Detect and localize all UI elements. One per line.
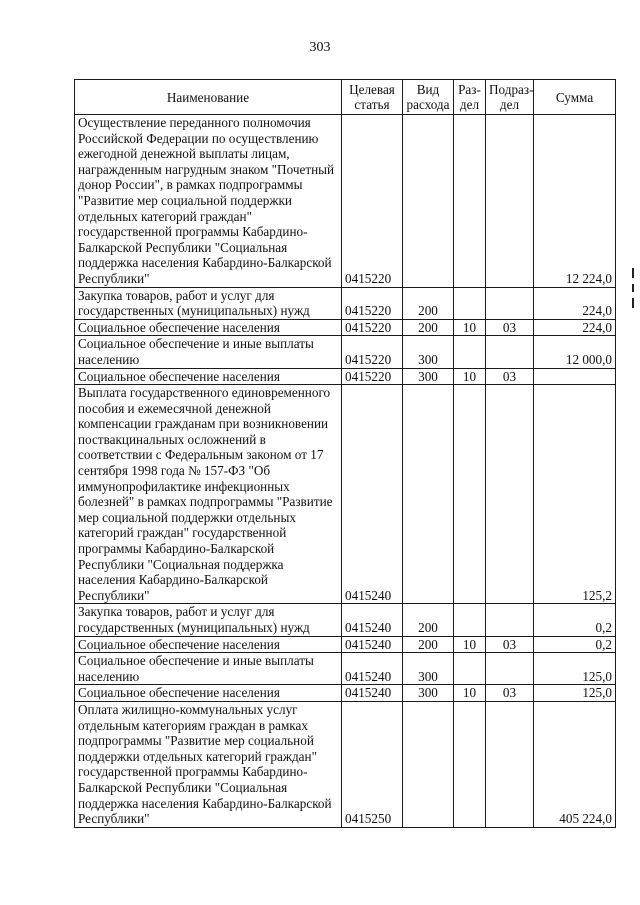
table-row [75,115,616,288]
row-amount [534,368,616,385]
table-body [75,115,616,828]
row-amount: 125,0 [534,653,616,685]
table-row [75,636,616,653]
row-name: Закупка товаров, работ и услуг для государственных (муниципальных) нужд [75,604,342,636]
row-section [454,701,486,827]
scan-edge-marks [632,268,640,328]
row-subsection [486,701,534,827]
row-article: 0415240 [342,636,403,653]
table-row [75,287,616,319]
table-row [75,368,616,385]
row-subsection [486,336,534,368]
row-type [403,385,454,604]
table-row [75,653,616,685]
row-subsection [486,287,534,319]
row-amount: 0,2 [534,604,616,636]
budget-table [74,79,616,828]
row-subsection [486,653,534,685]
row-article: 0415220 [342,115,403,288]
row-subsection: 03 [486,685,534,702]
table-row [75,336,616,368]
row-subsection [486,385,534,604]
row-section [454,336,486,368]
row-type: 300 [403,336,454,368]
row-subsection: 03 [486,368,534,385]
row-name: Социальное обеспечение населения [75,636,342,653]
row-type [403,701,454,827]
row-type [403,115,454,288]
row-name: Социальное обеспечение населения [75,319,342,336]
row-type: 200 [403,287,454,319]
row-name: Социальное обеспечение населения [75,685,342,702]
row-article: 0415220 [342,368,403,385]
row-subsection [486,604,534,636]
row-subsection: 03 [486,636,534,653]
row-amount: 0,2 [534,636,616,653]
row-name: Закупка товаров, работ и услуг для государственных (муниципальных) нужд [75,287,342,319]
row-type: 300 [403,368,454,385]
table-row [75,319,616,336]
row-name: Социальное обеспечение и иные выплаты населению [75,653,342,685]
row-section [454,115,486,288]
table-row [75,701,616,827]
row-amount: 224,0 [534,319,616,336]
row-article: 0415220 [342,336,403,368]
header-name: Наименование [75,80,342,115]
row-amount: 224,0 [534,287,616,319]
page-number: 303 [309,40,331,55]
row-section: 10 [454,636,486,653]
row-amount: 12 000,0 [534,336,616,368]
row-section: 10 [454,368,486,385]
row-article: 0415250 [342,701,403,827]
row-section: 10 [454,685,486,702]
header-expense-type: Вид расхода [403,80,454,115]
row-amount: 405 224,0 [534,701,616,827]
row-section [454,385,486,604]
row-article: 0415220 [342,319,403,336]
row-type: 200 [403,604,454,636]
row-section: 10 [454,319,486,336]
table-row [75,604,616,636]
table-row [75,385,616,604]
header-amount: Сумма [534,80,616,115]
row-type: 200 [403,319,454,336]
row-amount: 12 224,0 [534,115,616,288]
row-article: 0415240 [342,385,403,604]
header-row [75,80,616,115]
row-type: 300 [403,653,454,685]
header-target-article: Целевая статья [342,80,403,115]
table-row [75,685,616,702]
header-section: Раз- дел [454,80,486,115]
row-amount: 125,2 [534,385,616,604]
row-name: Выплата государственного единовременного пособия и ежемесячной денежной компенсации гражданам при возникновении поствакцинальных осложнений в соответствии с Федеральным законом от 17 сентября 1998 года № 157-ФЗ "Об иммунопрофилактике инфекционных болезней" в рамках подпрограммы "Развитие мер социальной поддержки отдельных категорий граждан" государственной программы Кабардино-Балкарской Республики "Социальная поддержка населения Кабардино-Балкарской Республики" [75,385,342,604]
header-subsection: Подраз- дел [486,80,534,115]
row-name: Социальное обеспечение и иные выплаты населению [75,336,342,368]
row-subsection: 03 [486,319,534,336]
row-article: 0415240 [342,604,403,636]
row-article: 0415240 [342,653,403,685]
row-name: Осуществление переданного полномочия Российской Федерации по осуществлению ежегодной денежной выплаты лицам, награжденным нагрудным знаком "Почетный донор России", в рамках подпрограммы "Развитие мер социальной поддержки отдельных категорий граждан" государственной программы Кабардино-Балкарской Республики "Социальная поддержка населения Кабардино-Балкарской Республики" [75,115,342,288]
row-section [454,287,486,319]
row-section [454,653,486,685]
row-type: 300 [403,685,454,702]
row-section [454,604,486,636]
row-article: 0415240 [342,685,403,702]
row-type: 200 [403,636,454,653]
row-name: Оплата жилищно-коммунальных услуг отдельным категориям граждан в рамках подпрограммы "Развитие мер социальной поддержки отдельных категорий граждан" государственной программы Кабардино-Балкарской Республики "Социальная поддержка населения Кабардино-Балкарской Республики" [75,701,342,827]
row-name: Социальное обеспечение населения [75,368,342,385]
row-subsection [486,115,534,288]
row-article: 0415220 [342,287,403,319]
row-amount: 125,0 [534,685,616,702]
